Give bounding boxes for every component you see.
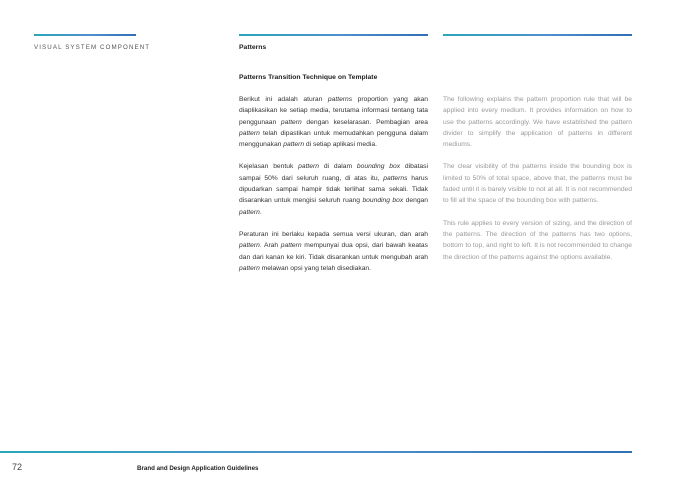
page-number: 72 <box>12 462 23 472</box>
body-column-indonesian <box>239 94 428 285</box>
italic-term: pattern <box>239 129 260 137</box>
italic-term: pattern <box>298 163 319 171</box>
header-rule-right <box>443 34 632 36</box>
paragraph-id-2: Kejelasan bentuk pattern di dalam bounding box dibatasi sampai 50% dari seluruh ruang, di atas itu, patterns harus dipudarkan sampai hampir tidak terlihat sama sekali. Tidak disarankan untuk mengisi seluruh ruang bounding box dengan pattern. <box>239 163 428 216</box>
paragraph-en-1: The following explains the pattern proportion rule that will be applied into every medium. It provides information on how to use the patterns accordingly. We have established the pattern divider to simplify the application of patterns in different mediums. <box>443 96 632 149</box>
italic-term: pattern <box>239 264 260 272</box>
header-rule-left <box>34 34 136 36</box>
italic-term: bounding box <box>356 163 401 171</box>
italic-term: pattern <box>280 118 302 126</box>
footer-rule <box>0 451 632 453</box>
italic-term: patterns <box>327 96 353 103</box>
section-label: VISUAL SYSTEM COMPONENT <box>34 44 151 51</box>
footer-title: Brand and Design Application Guidelines <box>137 465 259 472</box>
paragraph-en-3: This rule applies to every version of sizing, and the direction of the patterns. The direction of the patterns has two options, bottom to top, and right to left. It is not recommended to change the direction of the patterns against the options available. <box>443 219 632 261</box>
header-rule-middle <box>239 34 428 36</box>
page-subtitle: Patterns Transition Technique on Template <box>239 74 378 81</box>
italic-term: pattern <box>283 141 305 149</box>
paragraph-id-1: Berikut ini adalah aturan patterns proportion yang akan diaplikasikan ke setiap media, terutama informasi tentang tata penggunaan pattern dengan keselarasan. Pembagian area pattern telah dipastikan untuk memudahkan pengguna dalam menggunakan pattern di setiap aplikasi media. <box>239 96 428 149</box>
italic-term: patterns <box>383 174 408 182</box>
paragraph-en-2: The clear visibility of the patterns inside the bounding box is limited to 50% of total space, above that, the patterns must be faded until it is barely visible to not at all. It is not recommended to fill all the space of the bounding box with patterns. <box>443 163 632 205</box>
italic-term: bounding box <box>362 197 404 205</box>
page-title: Patterns <box>239 44 267 51</box>
italic-term: pattern <box>280 242 302 250</box>
italic-term: pattern <box>239 242 260 250</box>
paragraph-id-3: Peraturan ini berlaku kepada semua versi ukuran, dan arah pattern. Arah pattern mempunyai dua opsi, dari bawah keatas dan dari kanan ke kiri. Tidak disarankan untuk mengubah arah pattern melawan opsi yang telah disediakan. <box>239 230 428 272</box>
italic-term: pattern <box>239 208 260 216</box>
body-column-english <box>443 94 632 274</box>
